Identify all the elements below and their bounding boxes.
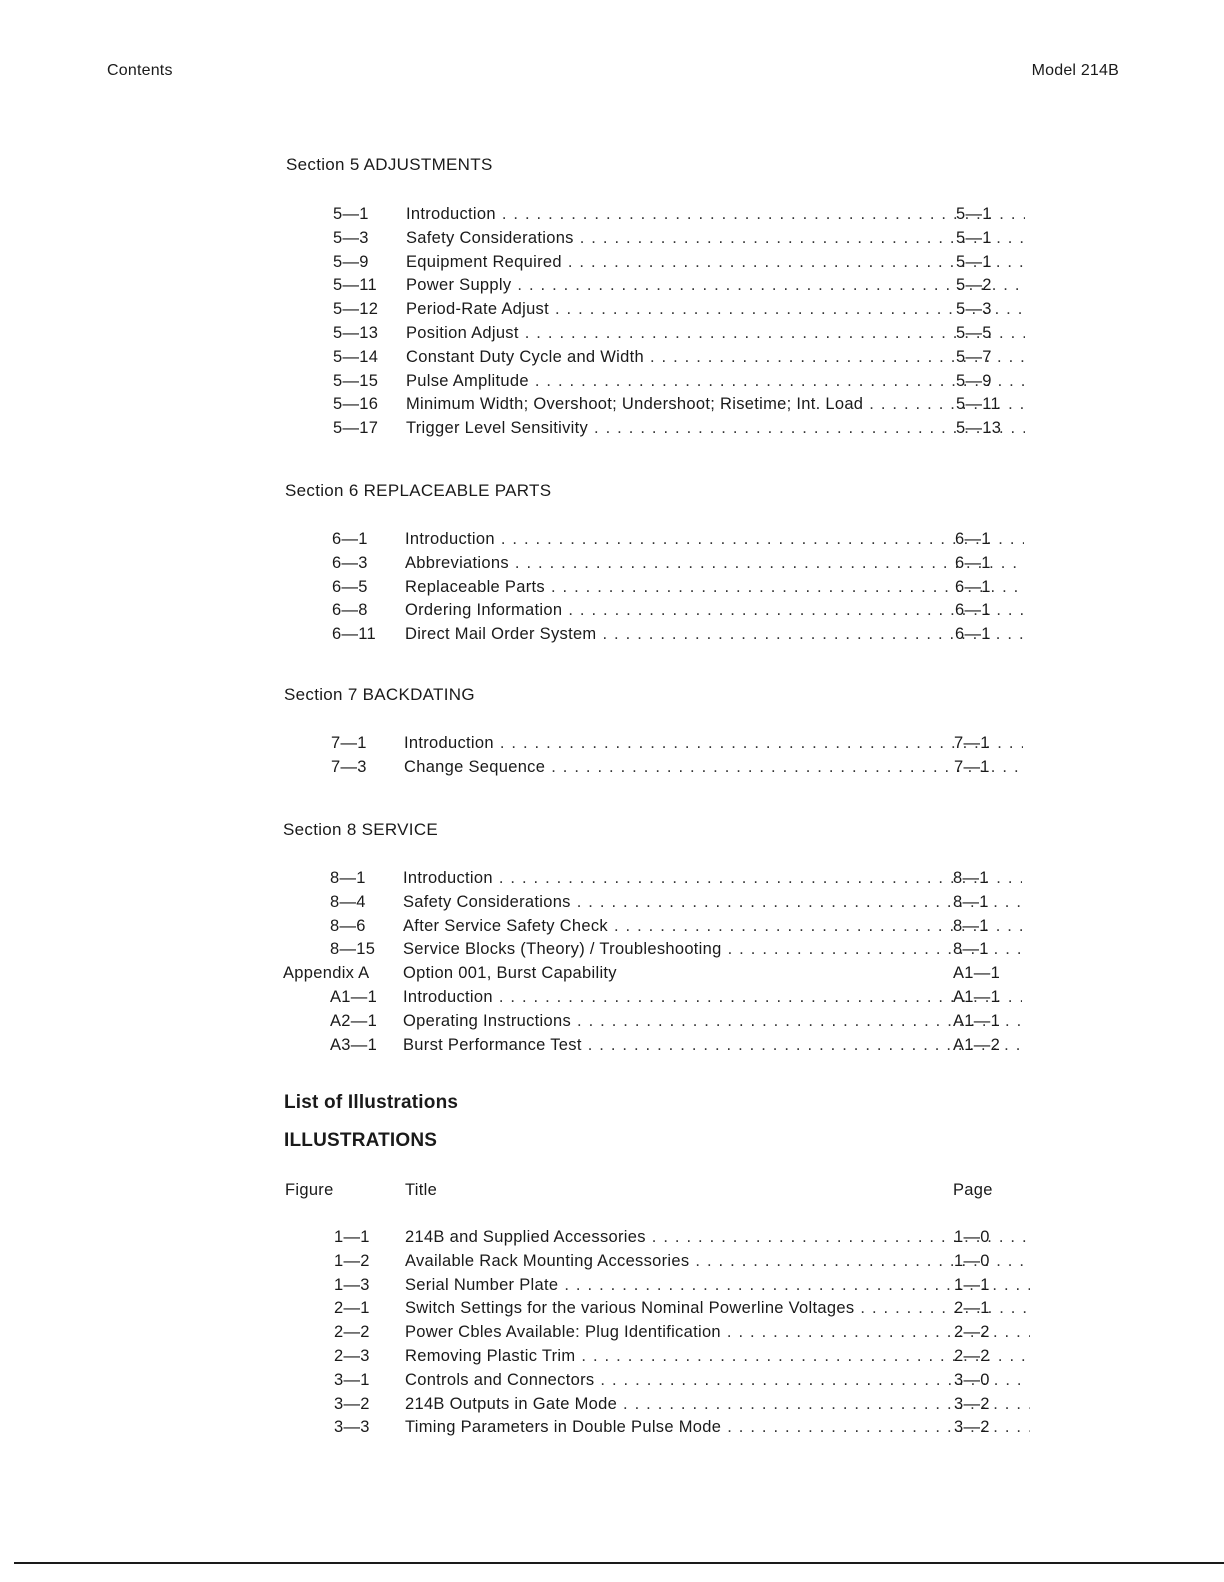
entry-title: Period-Rate Adjust: [406, 300, 549, 319]
dot-leader: [555, 298, 1025, 322]
entry-title-wrap: [403, 986, 1022, 1010]
entry-page: 7—1: [954, 734, 990, 752]
entry-number: 8—6: [330, 916, 366, 935]
entry-title: Introduction: [403, 987, 493, 1006]
entry-number: 6—5: [332, 577, 368, 596]
toc-row: [333, 227, 1093, 251]
section-title: Section 6 REPLACEABLE PARTS: [285, 481, 552, 500]
entry-page: 6—1: [955, 577, 991, 596]
entry-number: 8—1: [330, 869, 366, 887]
entry-number: 5—1: [333, 205, 369, 223]
entry-page: 8—1: [953, 892, 989, 911]
toc-row: [333, 274, 1093, 298]
entry-page: 6—1: [955, 601, 991, 620]
toc-row: [331, 756, 1091, 780]
toc-row: [332, 528, 1092, 552]
entry-number: 5—9: [333, 252, 369, 271]
entry-title: Operating Instructions: [403, 1011, 572, 1030]
toc-row: [334, 1297, 1094, 1321]
toc-row: [332, 599, 1092, 623]
entry-title: Constant Duty Cycle and Width: [406, 347, 644, 366]
entry-title-wrap: [405, 1345, 1030, 1369]
entry-title: 214B and Supplied Accessories: [405, 1228, 646, 1246]
section-title: Section 7 BACKDATING: [284, 685, 475, 704]
entry-title: Abbreviations: [405, 553, 509, 572]
entry-title-wrap: [406, 322, 1025, 346]
illustrations-heading: ILLUSTRATIONS: [284, 1130, 438, 1151]
entry-number: 5—17: [333, 419, 379, 438]
dot-leader: [551, 756, 1023, 780]
entry-page: A1—1: [953, 987, 1001, 1006]
toc-row: [334, 1250, 1094, 1274]
toc-row: [331, 732, 1091, 756]
toc-row: [330, 1010, 1090, 1034]
toc-row: [330, 986, 1090, 1010]
section-entries: [331, 732, 1091, 780]
entry-title: Timing Parameters in Double Pulse Mode: [405, 1418, 722, 1437]
entry-number: 6—8: [332, 601, 368, 620]
toc-row: [333, 251, 1093, 275]
entry-title: Switch Settings for the various Nominal Powerline Voltages: [405, 1299, 855, 1318]
section-entries: [333, 203, 1093, 441]
entry-number: 6—11: [332, 625, 377, 644]
running-header-left: Contents: [107, 62, 173, 79]
section-title: Section 8 SERVICE: [283, 820, 439, 839]
entry-title: Serial Number Plate: [405, 1275, 559, 1294]
toc-row: [330, 1034, 1090, 1058]
toc-row: [332, 576, 1092, 600]
entry-title: Ordering Information: [405, 601, 563, 620]
toc-row: [333, 322, 1093, 346]
entry-number: 5—11: [333, 276, 378, 295]
toc-row: [334, 1226, 1094, 1250]
entry-title: 214B Outputs in Gate Mode: [405, 1394, 618, 1413]
title-column-header: Title: [405, 1181, 438, 1199]
toc-row: [334, 1393, 1094, 1417]
entry-title-wrap: [405, 1274, 1030, 1298]
toc-row: [283, 962, 1090, 986]
entry-number: 5—3: [333, 228, 369, 247]
entry-number: 8—15: [330, 940, 376, 959]
toc-row: [334, 1369, 1094, 1393]
dot-leader: [499, 867, 1022, 891]
entry-number: 7—1: [331, 734, 367, 752]
entry-title: After Service Safety Check: [403, 916, 608, 935]
entry-page: 5—1: [956, 252, 992, 271]
entry-page: A1—1: [953, 964, 1001, 983]
entry-title: Introduction: [403, 869, 493, 887]
entry-page: 5—3: [956, 300, 992, 319]
dot-leader: [551, 576, 1024, 600]
entry-title-wrap: [406, 298, 1025, 322]
entry-title-wrap: [403, 962, 1022, 986]
entry-title: Replaceable Parts: [405, 577, 545, 596]
dot-leader: [525, 322, 1025, 346]
entry-number: 5—16: [333, 395, 379, 414]
toc-row: [334, 1274, 1094, 1298]
entry-title: Direct Mail Order System: [405, 625, 597, 644]
toc-row: [332, 552, 1092, 576]
entry-title-wrap: [405, 552, 1024, 576]
entry-page: 2—1: [954, 1299, 990, 1318]
dot-leader: [860, 1297, 1030, 1321]
entry-page: A1—1: [953, 1011, 1001, 1030]
entry-number: 7—3: [331, 757, 367, 776]
entry-title: Burst Performance Test: [403, 1035, 582, 1054]
toc-row: [332, 623, 1092, 647]
bottom-rule: [14, 1562, 1224, 1564]
entry-number: 5—15: [333, 371, 379, 390]
entry-number: 5—12: [333, 300, 379, 319]
entry-title-wrap: [406, 203, 1025, 227]
entry-page: A1—2: [953, 1035, 1001, 1054]
entry-title: Power Supply: [406, 276, 512, 295]
entry-page: 1—0: [954, 1251, 990, 1270]
section-entries: [332, 528, 1092, 647]
entry-title: Introduction: [406, 205, 496, 223]
entry-title: Minimum Width; Overshoot; Undershoot; Risetime; Int. Load: [406, 395, 864, 414]
entry-number: 3—1: [334, 1370, 370, 1389]
entry-title-wrap: [405, 1321, 1030, 1345]
entry-page: 8—1: [953, 869, 989, 887]
list-of-illustrations-heading: List of Illustrations: [284, 1092, 459, 1113]
entry-title-wrap: [405, 1226, 1030, 1250]
entry-title: Available Rack Mounting Accessories: [405, 1251, 690, 1270]
toc-row: [333, 393, 1093, 417]
entry-page: 5—7: [956, 347, 992, 366]
illustrations-list: [334, 1226, 1094, 1440]
entry-title-wrap: [403, 867, 1022, 891]
entry-number: 2—2: [334, 1323, 370, 1342]
entry-title-wrap: [403, 1010, 1022, 1034]
entry-page: 3—0: [954, 1370, 990, 1389]
entry-title-wrap: [404, 756, 1023, 780]
toc-row: [333, 203, 1093, 227]
entry-title: Introduction: [404, 734, 494, 752]
toc-row: [333, 417, 1093, 441]
entry-page: 2—2: [954, 1323, 990, 1342]
entry-page: 5—5: [956, 323, 992, 342]
toc-row: [330, 915, 1090, 939]
entry-title-wrap: [405, 1369, 1030, 1393]
entry-title-wrap: [403, 891, 1022, 915]
entry-title: Equipment Required: [406, 252, 562, 271]
entry-page: 5—2: [956, 276, 992, 295]
toc-row: [333, 298, 1093, 322]
entry-title: Change Sequence: [404, 757, 546, 776]
toc-row: [330, 938, 1090, 962]
entry-number: 1—3: [334, 1275, 370, 1294]
entry-title-wrap: [405, 599, 1024, 623]
entry-title-wrap: [404, 732, 1023, 756]
entry-page: 5—13: [956, 419, 1002, 438]
entry-title-wrap: [405, 1416, 1030, 1440]
entry-page: 8—1: [953, 940, 989, 959]
entry-title: Introduction: [405, 530, 495, 548]
entry-number: 6—3: [332, 553, 368, 572]
entry-title-wrap: [405, 1297, 1030, 1321]
toc-row: [334, 1321, 1094, 1345]
entry-title-wrap: [406, 274, 1025, 298]
entry-number: A1—1: [330, 987, 378, 1006]
entry-page: 1—0: [954, 1228, 990, 1246]
entry-title-wrap: [406, 393, 1025, 417]
toc-row: [330, 891, 1090, 915]
entry-title: Trigger Level Sensitivity: [406, 419, 589, 438]
running-header-right: Model 214B: [1031, 62, 1119, 79]
entry-title-wrap: [406, 370, 1025, 394]
entry-title-wrap: [403, 1034, 1022, 1058]
entry-page: 3—2: [954, 1418, 990, 1437]
toc-row: [330, 867, 1090, 891]
toc-row: [333, 370, 1093, 394]
entry-title-wrap: [405, 528, 1024, 552]
entry-page: 5—1: [956, 205, 992, 223]
entry-title: Option 001, Burst Capability: [403, 964, 617, 983]
dot-leader: [501, 528, 1024, 552]
entry-page: 5—11: [956, 395, 1001, 414]
entry-page: 7—1: [954, 757, 990, 776]
page-column-header: Page: [953, 1181, 993, 1199]
entry-title: Controls and Connectors: [405, 1370, 595, 1389]
entry-number: A2—1: [330, 1011, 378, 1030]
entry-page: 6—1: [955, 553, 991, 572]
entry-page: 3—2: [954, 1394, 990, 1413]
dot-leader: [499, 986, 1022, 1010]
section-title: Section 5 ADJUSTMENTS: [286, 155, 493, 174]
entry-title-wrap: [405, 623, 1024, 647]
entry-title-wrap: [403, 915, 1022, 939]
entry-title: Pulse Amplitude: [406, 371, 529, 390]
figure-column-header: Figure: [285, 1181, 334, 1199]
entry-number: 8—4: [330, 892, 366, 911]
entry-page: 5—9: [956, 371, 992, 390]
entry-number: 2—1: [334, 1299, 370, 1318]
entry-title: Safety Considerations: [406, 228, 574, 247]
entry-title-wrap: [406, 346, 1025, 370]
toc-row: [333, 346, 1093, 370]
entry-number: 6—1: [332, 530, 368, 548]
entry-title-wrap: [406, 417, 1025, 441]
entry-page: 2—2: [954, 1346, 990, 1365]
entry-title: Power Cbles Available: Plug Identification: [405, 1323, 721, 1342]
entry-page: 6—1: [955, 625, 991, 644]
entry-page: 1—1: [954, 1275, 990, 1294]
entry-title: Removing Plastic Trim: [405, 1346, 576, 1365]
entry-title-wrap: [403, 938, 1022, 962]
dot-leader: [517, 274, 1025, 298]
entry-number: 3—3: [334, 1418, 370, 1437]
entry-title-wrap: [405, 576, 1024, 600]
entry-number: A3—1: [330, 1035, 378, 1054]
entry-title-wrap: [405, 1250, 1030, 1274]
dot-leader: [500, 732, 1023, 756]
entry-number: 5—13: [333, 323, 379, 342]
entry-title-wrap: [406, 251, 1025, 275]
entry-page: 6—1: [955, 530, 991, 548]
dot-leader: [502, 203, 1025, 227]
entry-number: 1—2: [334, 1251, 370, 1270]
dot-leader: [869, 393, 1025, 417]
entry-number: 5—14: [333, 347, 379, 366]
entry-page: 8—1: [953, 916, 989, 935]
entry-title-wrap: [406, 227, 1025, 251]
entry-title: Position Adjust: [406, 323, 519, 342]
entry-number: 3—2: [334, 1394, 370, 1413]
entry-number: 2—3: [334, 1346, 370, 1365]
entry-title: Safety Considerations: [403, 892, 571, 911]
section-entries: [283, 867, 1090, 1057]
entry-title: Service Blocks (Theory) / Troubleshooting: [403, 940, 722, 959]
entry-title-wrap: [405, 1393, 1030, 1417]
dot-leader: [515, 552, 1024, 576]
toc-row: [334, 1416, 1094, 1440]
entry-number: Appendix A: [283, 964, 370, 983]
dot-leader: [535, 370, 1025, 394]
entry-number: 1—1: [334, 1228, 370, 1246]
toc-row: [334, 1345, 1094, 1369]
entry-page: 5—1: [956, 228, 992, 247]
